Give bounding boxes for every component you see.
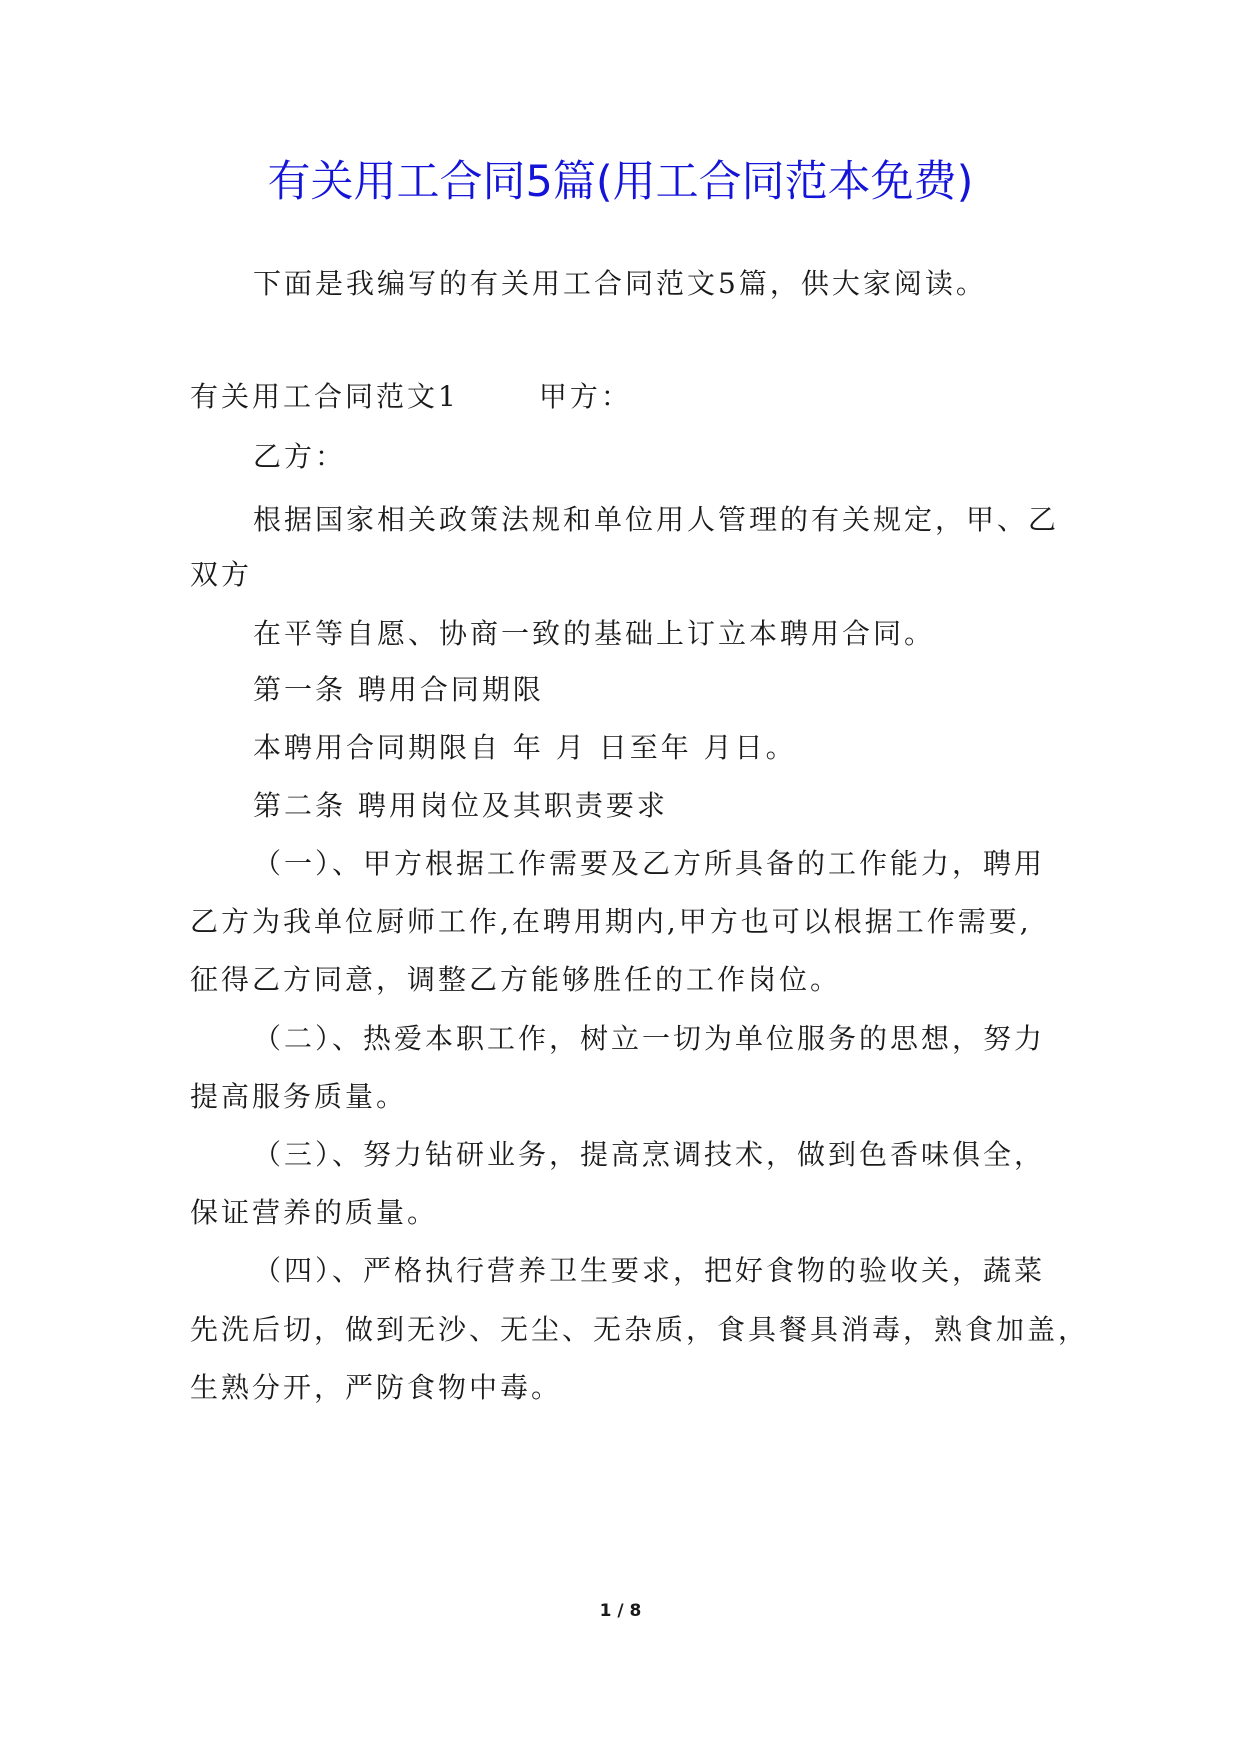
paragraph-line: 根据国家相关政策法规和单位用人管理的有关规定，甲、乙 — [253, 503, 1060, 536]
section-heading-line — [190, 377, 632, 417]
party-b-label: 乙方： — [253, 440, 347, 473]
paragraph-line: 在平等自愿、协商一致的基础上订立本聘用合同。 — [253, 617, 936, 650]
paragraph-line: 乙方为我单位厨师工作,在聘用期内,甲方也可以根据工作需要, — [190, 905, 1032, 938]
paragraph-line: 先洗后切，做到无沙、无尘、无杂质，食具餐具消毒，熟食加盖， — [190, 1313, 1090, 1346]
paragraph-line: 生熟分开，严防食物中毒。 — [190, 1371, 563, 1404]
paragraph-line: 提高服务质量。 — [190, 1080, 408, 1113]
paragraph-line: 征得乙方同意，调整乙方能够胜任的工作岗位。 — [190, 963, 842, 996]
paragraph-line: 保证营养的质量。 — [190, 1196, 439, 1229]
section-title: 有关用工合同范文1 — [190, 380, 459, 413]
paragraph-line: （二）、热爱本职工作，树立一切为单位服务的思想，努力 — [253, 1022, 1046, 1055]
paragraph-line: （三）、努力钻研业务，提高烹调技术，做到色香味俱全， — [253, 1138, 1046, 1171]
intro-paragraph: 下面是我编写的有关用工合同范文5篇，供大家阅读。 — [253, 267, 987, 300]
paragraph-line: （四）、严格执行营养卫生要求，把好食物的验收关，蔬菜 — [253, 1254, 1046, 1287]
paragraph-line: 本聘用合同期限自 年 月 日至年 月日。 — [253, 731, 797, 764]
document-title: 有关用工合同5篇(用工合同范本免费) — [267, 157, 974, 207]
page-indicator: 1 / 8 — [599, 1601, 642, 1621]
paragraph-line: （一）、甲方根据工作需要及乙方所具备的工作能力，聘用 — [253, 847, 1046, 880]
paragraph-line: 双方 — [190, 558, 253, 591]
party-a-label: 甲方： — [538, 380, 632, 413]
article-heading: 第二条 聘用岗位及其职责要求 — [253, 789, 668, 822]
article-heading: 第一条 聘用合同期限 — [253, 673, 544, 706]
